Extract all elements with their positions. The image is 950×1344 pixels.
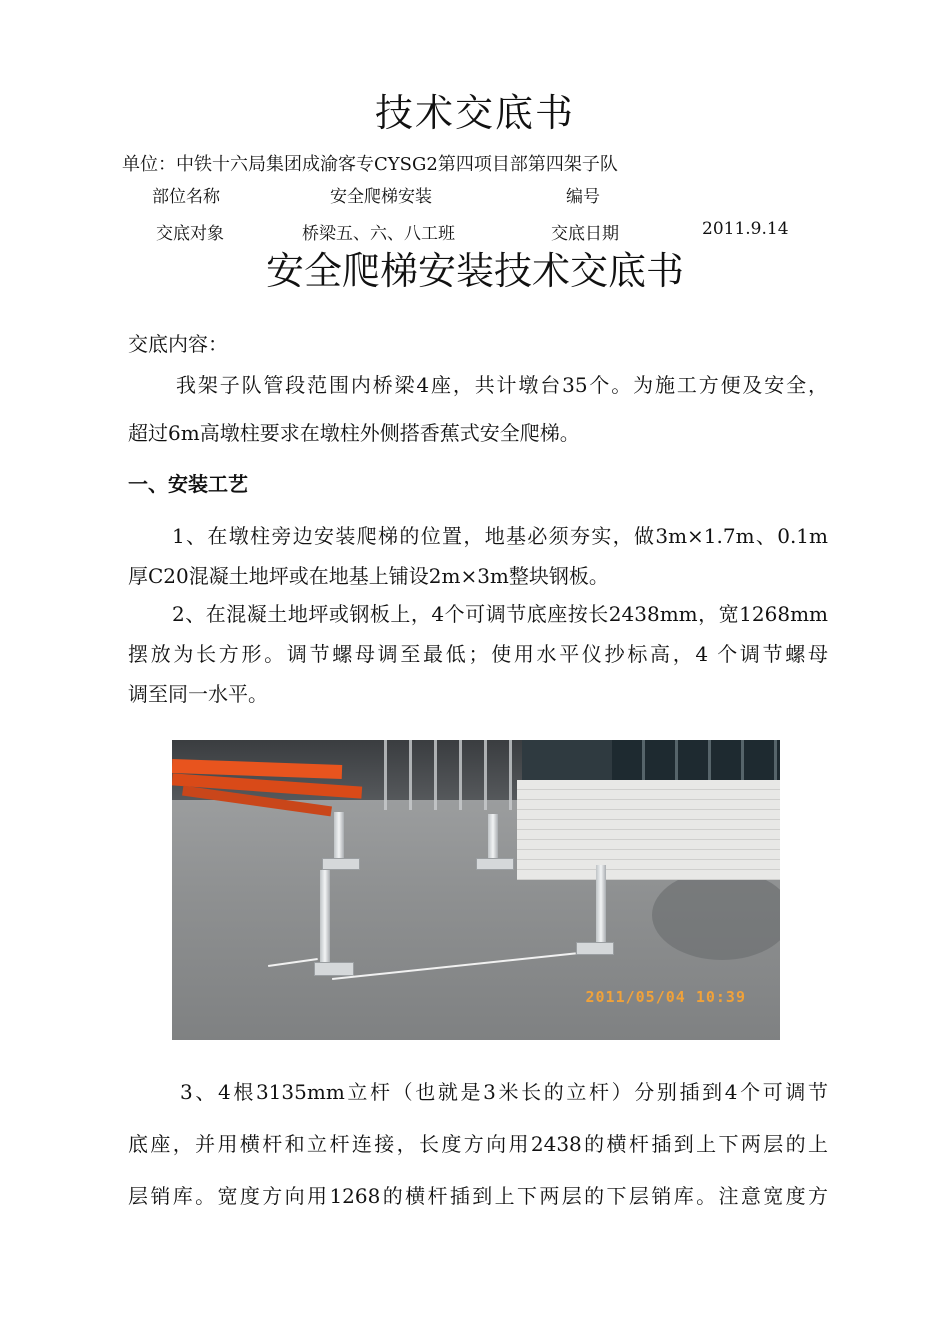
number-label: 编号 — [566, 187, 600, 207]
step3-paragraph — [128, 1068, 828, 1220]
unit-value: 中铁十六局集团成渝客专CYSG2第四项目部第四架子队 — [176, 154, 618, 175]
step2-line: 摆放为长方形。调节螺母调至最低；使用水平仪抄标高，4 个调节螺母 — [128, 642, 828, 666]
content-label: 交底内容： — [128, 332, 228, 356]
intro-line: 我架子队管段范围内桥梁4座，共计墩台35个。为施工方便及安全， — [176, 373, 828, 397]
step3-line: 层销库。宽度方向用1268的横杆插到上下两层的下层销库。注意宽度方 — [128, 1184, 828, 1208]
step1-line: 厚C20混凝土地坪或在地基上铺设2m×3m整块钢板。 — [128, 564, 609, 588]
intro-paragraph — [128, 361, 828, 457]
site-photo — [172, 740, 780, 1040]
step3-line: 底座，并用横杆和立杆连接，长度方向用2438的横杆插到上下两层的上 — [128, 1132, 828, 1156]
target-label: 交底对象 — [156, 224, 224, 244]
part-label: 部位名称 — [152, 187, 220, 207]
step2-line: 2、在混凝土地坪或钢板上，4个可调节底座按长2438mm，宽1268mm — [172, 602, 828, 626]
step3-line: 3、4根3135mm立杆（也就是3米长的立杆）分别插到4个可调节 — [180, 1080, 828, 1104]
intro-line: 超过6m高墩柱要求在墩柱外侧搭香蕉式安全爬梯。 — [128, 421, 580, 445]
date-label: 交底日期 — [551, 224, 619, 244]
target-value: 桥梁五、六、八工班 — [302, 224, 455, 244]
photo-timestamp: 2011/05/04 10:39 — [585, 988, 746, 1006]
step2-line: 调至同一水平。 — [128, 682, 268, 706]
part-value: 安全爬梯安装 — [330, 187, 432, 207]
step1-line: 1、在墩柱旁边安装爬梯的位置，地基必须夯实，做3m×1.7m、0.1m — [172, 524, 828, 548]
date-value: 2011.9.14 — [702, 219, 789, 239]
document-title: 技术交底书 — [374, 91, 575, 135]
unit-line — [122, 150, 618, 176]
unit-label: 单位： — [122, 154, 176, 175]
document-subtitle: 安全爬梯安装技术交底书 — [265, 249, 684, 293]
step1-paragraph — [128, 512, 828, 600]
step2-paragraph — [128, 590, 828, 718]
section-heading: 一、安装工艺 — [128, 472, 248, 496]
